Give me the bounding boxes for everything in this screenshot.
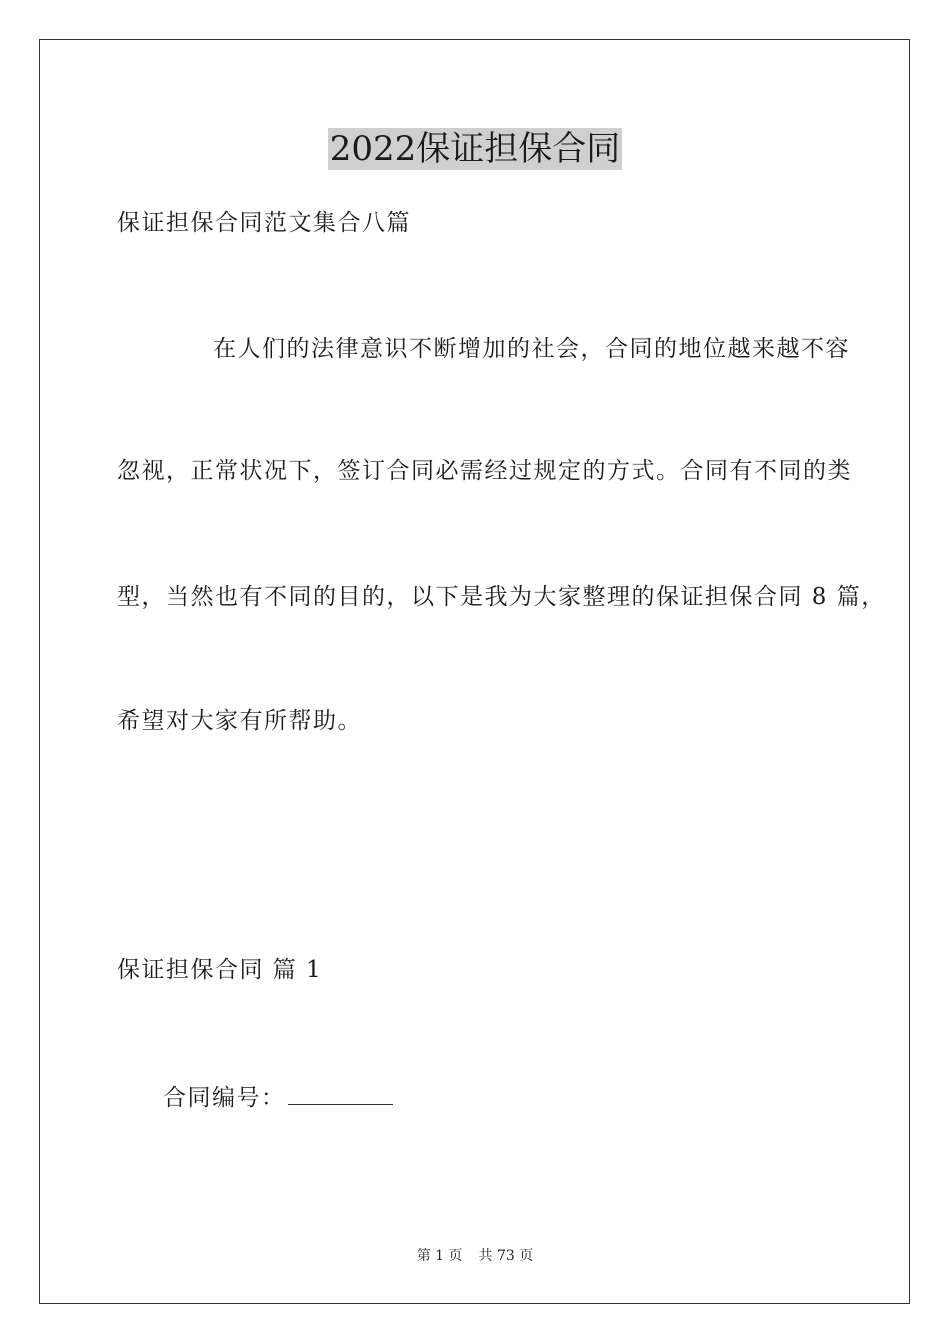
page-number: 第 1 页 (416, 1248, 463, 1264)
intro-line-2: 忽视，正常状况下，签订合同必需经过规定的方式。合同有不同的类 (117, 458, 852, 484)
page-footer (0, 1246, 950, 1266)
intro-line-1: 在人们的法律意识不断增加的社会，合同的地位越来越不容 (213, 336, 850, 362)
document-title: 2022保证担保合同 (329, 129, 621, 169)
section-heading: 保证担保合同 篇 1 (117, 957, 323, 983)
intro-line-3: 型，当然也有不同的目的，以下是我为大家整理的保证担保合同 8 篇， (117, 584, 886, 610)
contract-number-row (163, 1082, 393, 1113)
intro-line-4: 希望对大家有所帮助。 (117, 708, 362, 734)
contract-number-blank (288, 1082, 393, 1105)
title-container (0, 128, 950, 170)
page-total: 共 73 页 (478, 1248, 534, 1264)
document-subtitle: 保证担保合同范文集合八篇 (117, 210, 411, 236)
contract-number-label: 合同编号： (163, 1085, 286, 1111)
